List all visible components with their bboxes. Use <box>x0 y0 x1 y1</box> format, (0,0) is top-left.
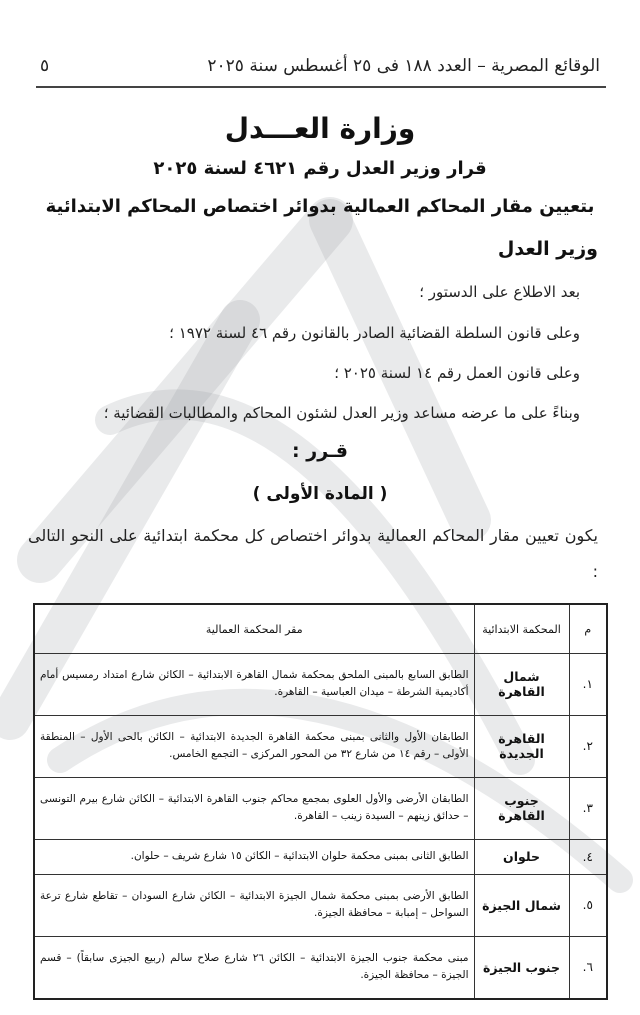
decree-title: قرار وزير العدل رقم ٤٦٢١ لسنة ٢٠٢٥ <box>153 158 487 179</box>
preamble-line: بعد الاطلاع على الدستور ؛ <box>419 283 580 301</box>
preamble-line: وبناءً على ما عرضه مساعد وزير العدل لشئون المحاكم والمطالبات القضائية ؛ <box>103 404 580 422</box>
row-number: ٤. <box>569 839 607 874</box>
article-text: يكون تعيين مقار المحاكم العمالية بدوائر اختصاص كل محكمة ابتدائية على النحو التالى : <box>28 526 598 581</box>
page-number: ٥ <box>40 56 50 76</box>
row-number: ١. <box>569 654 607 716</box>
row-number: ٣. <box>569 777 607 839</box>
table-row <box>34 839 607 874</box>
court-seat: الطابق الثانى بمبنى محكمة حلوان الابتدائية – الكائن ١٥ شارع شريف – حلوان. <box>34 839 474 874</box>
court-seat: الطابق السابع بالمبنى الملحق بمحكمة شمال القاهرة الابتدائية – الكائن شارع امتداد رمسيس أمام أكاديمية الشرطة – ميدان العباسية – القاهرة. <box>34 654 474 716</box>
table-row <box>34 936 607 999</box>
table-row <box>34 874 607 936</box>
running-header <box>40 50 600 82</box>
preamble-line: وعلى قانون العمل رقم ١٤ لسنة ٢٠٢٥ ؛ <box>334 364 580 382</box>
court-name: جنوب القاهرة <box>474 777 569 839</box>
court-name: جنوب الجيزة <box>474 936 569 999</box>
header-court: المحكمة الابتدائية <box>474 604 569 654</box>
table-row <box>34 654 607 716</box>
decree-subject: بتعيين مقار المحاكم العمالية بدوائر اختصاص المحاكم الابتدائية <box>45 196 595 217</box>
row-number: ٥. <box>569 874 607 936</box>
court-name: القاهرة الجديدة <box>474 715 569 777</box>
publication-line: الوقائع المصرية – العدد ١٨٨ فى ٢٥ أغسطس سنة ٢٠٢٥ <box>207 56 600 76</box>
header-seat: مقر المحكمة العمالية <box>34 604 474 654</box>
court-seat: الطابقان الأرضى والأول العلوى بمجمع محاكم جنوب القاهرة الابتدائية – الكائن شارع بيرم التونسى – حدائق زينهم – السيدة زينب – القاهرة. <box>34 777 474 839</box>
court-seat: الطابق الأرضى بمبنى محكمة شمال الجيزة الابتدائية – الكائن شارع السودان – تقاطع شارع ترعة السواحل – إمبابة – محافظة الجيزة. <box>34 874 474 936</box>
court-name: حلوان <box>474 839 569 874</box>
courts-table <box>33 603 608 1000</box>
decided-heading: قـرر : <box>292 440 348 462</box>
row-number: ٢. <box>569 715 607 777</box>
court-seat: مبنى محكمة جنوب الجيزة الابتدائية – الكائن ٢٦ شارع صلاح سالم (ربيع الجيزى سابقاً) – قسم الجيزة – محافظة الجيزة. <box>34 936 474 999</box>
ministry-title: وزارة العـــدل <box>224 112 416 145</box>
row-number: ٦. <box>569 936 607 999</box>
minister-heading: وزير العدل <box>497 238 598 260</box>
article-heading: ( المادة الأولى ) <box>252 484 388 504</box>
header-divider <box>36 86 606 88</box>
court-seat: الطابقان الأول والثانى بمبنى محكمة القاهرة الجديدة الابتدائية – الكائن بالحى الأول – المنطقة الأولى – رقم ١٤ من شارع ٣٢ من المحور المركزى – التجمع الخامس. <box>34 715 474 777</box>
table-header-row <box>34 604 607 654</box>
header-number: م <box>569 604 607 654</box>
preamble-line: وعلى قانون السلطة القضائية الصادر بالقانون رقم ٤٦ لسنة ١٩٧٢ ؛ <box>169 324 580 342</box>
court-name: شمال الجيزة <box>474 874 569 936</box>
table-row <box>34 777 607 839</box>
table-row <box>34 715 607 777</box>
court-name: شمال القاهرة <box>474 654 569 716</box>
